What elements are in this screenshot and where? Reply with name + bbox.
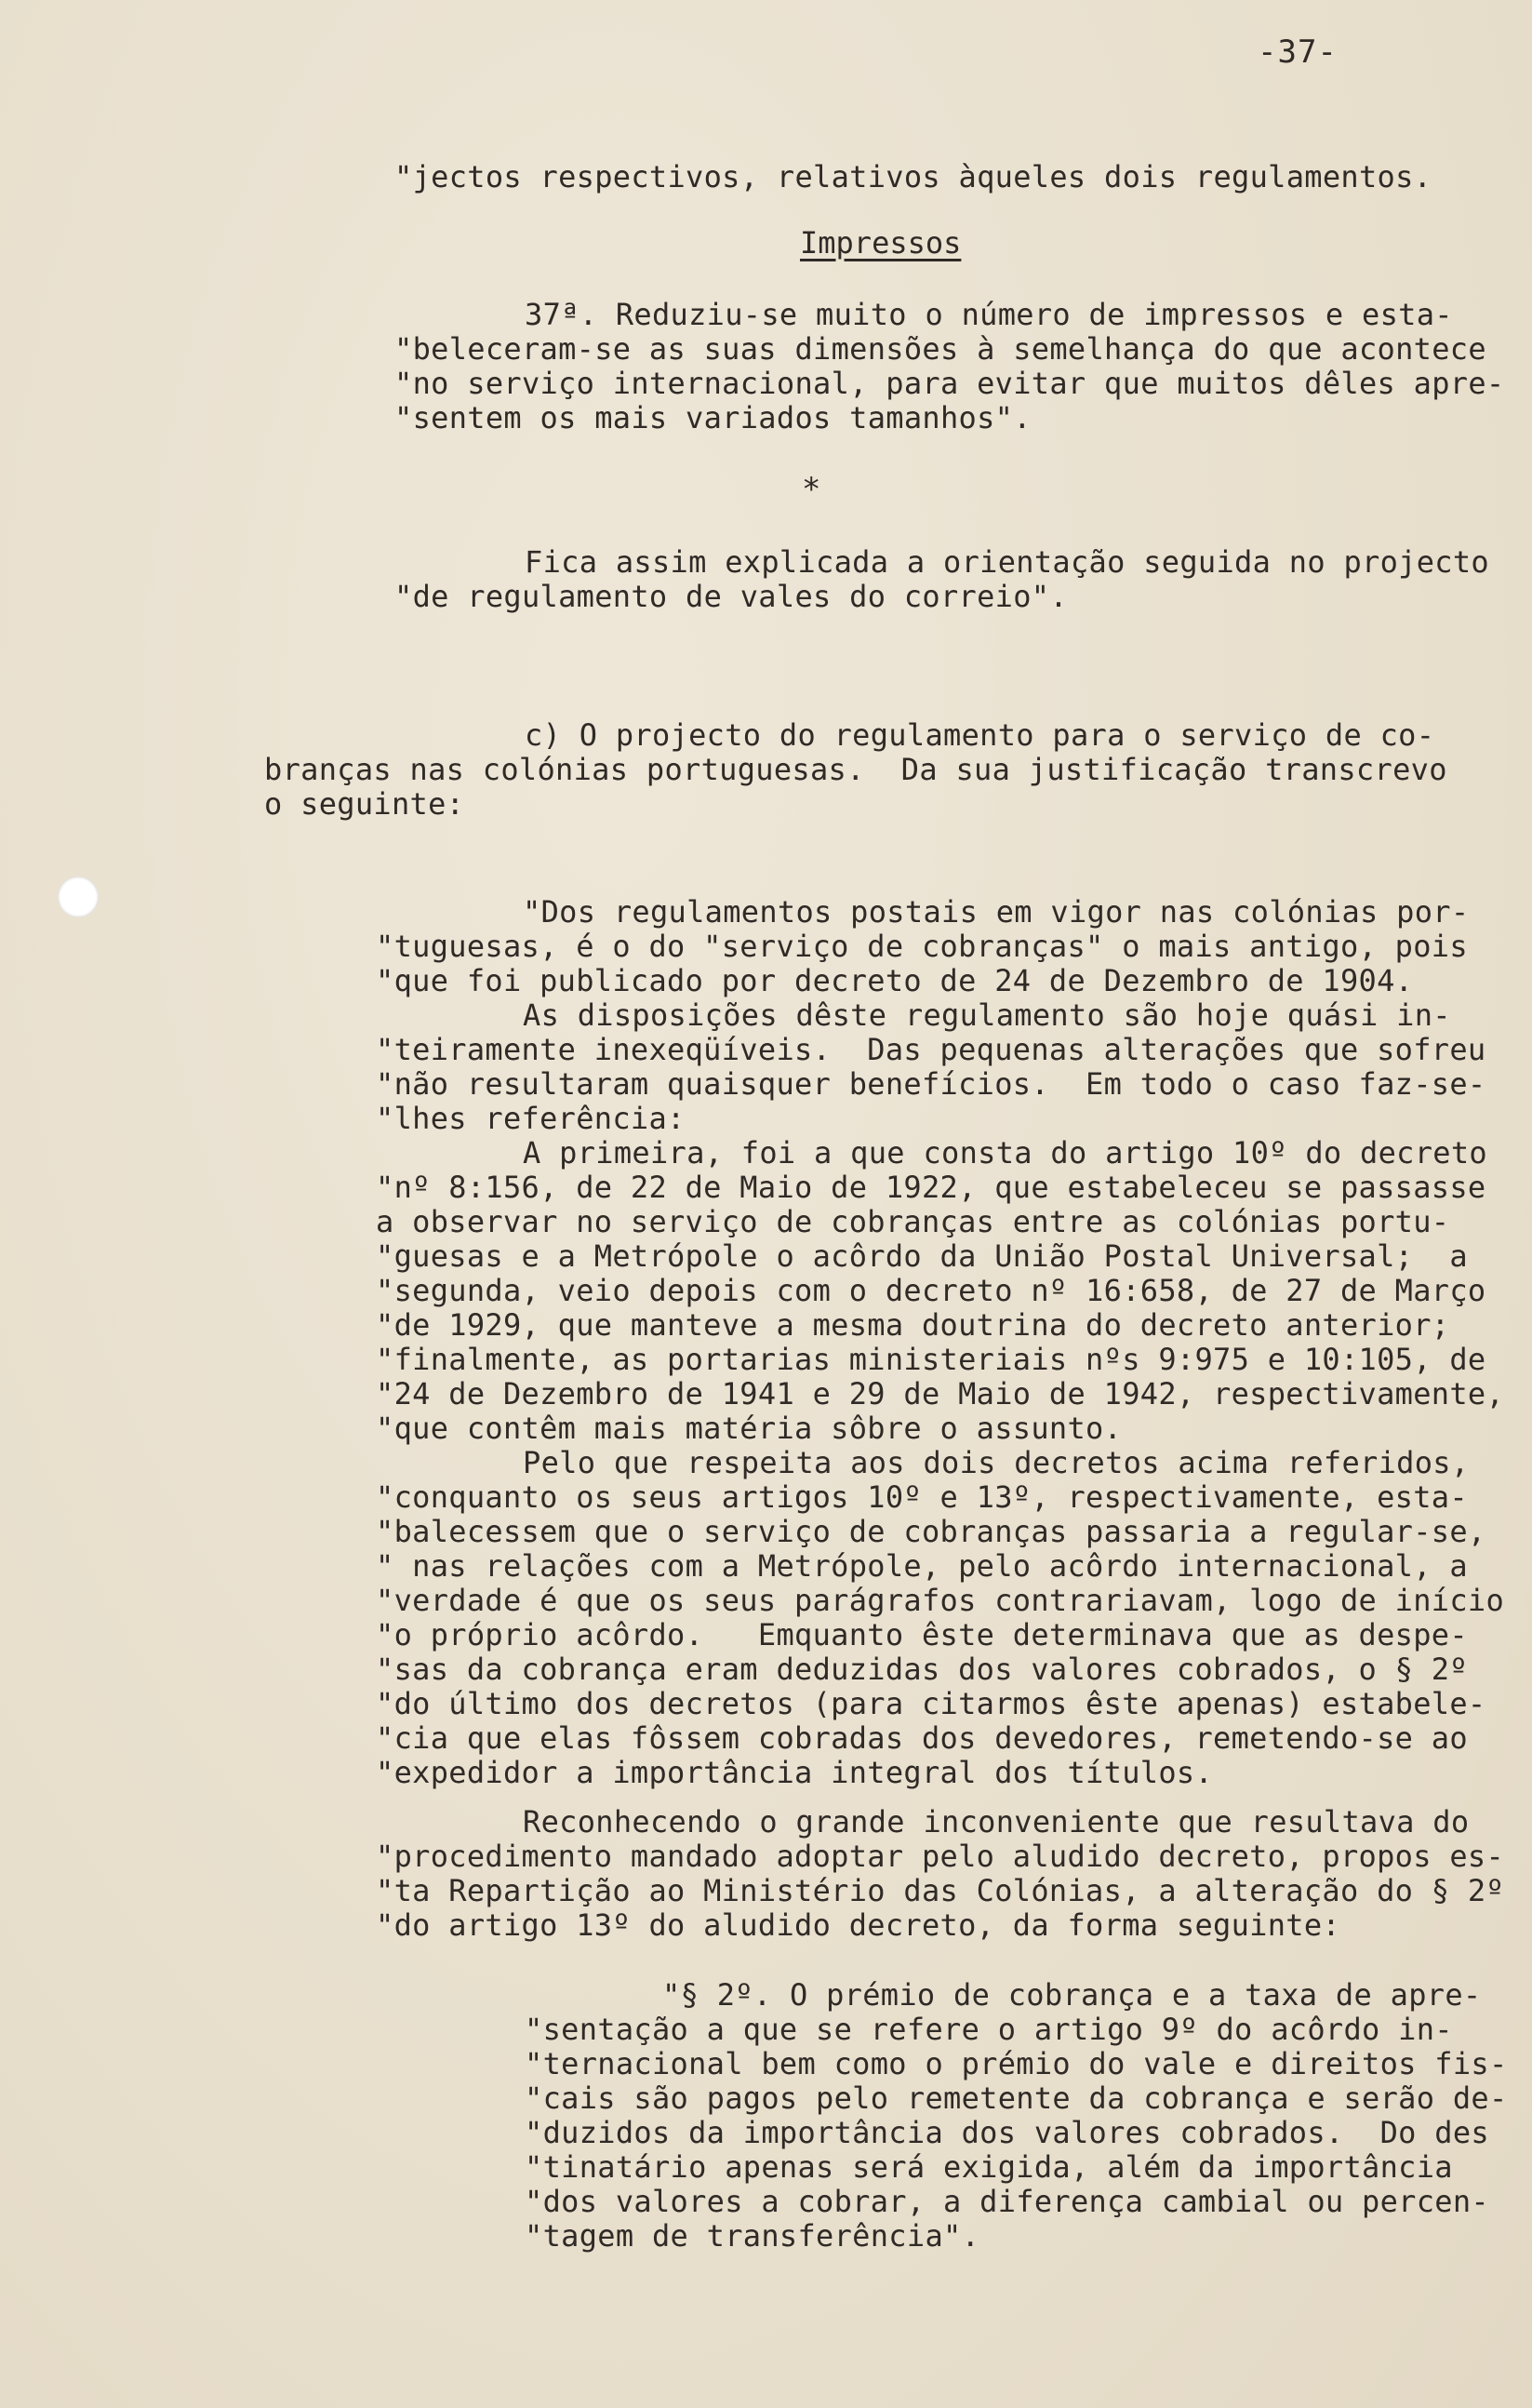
text-line: c) O projecto do regulamento para o serviço de co- (525, 717, 1435, 753)
quote-line: "procedimento mandado adoptar pelo aludido decreto, propos es- (376, 1839, 1505, 1874)
text-line: branças nas colónias portuguesas. Da sua justificação transcrevo (264, 752, 1447, 787)
quote-line: "24 de Dezembro de 1941 e 29 de Maio de 1942, respectivamente, (376, 1376, 1505, 1411)
quote-line: "guesas e a Metrópole o acôrdo da União Postal Universal; a (376, 1238, 1468, 1274)
inner-quote-line: "ternacional bem como o prémio do vale e direitos fis- (525, 2046, 1508, 2081)
quote-line: "do artigo 13º do aludido decreto, da forma seguinte: (376, 1907, 1340, 1943)
inner-quote-line: "cais são pagos pelo remetente da cobrança e serão de- (525, 2080, 1508, 2116)
quote-line: "tuguesas, é o do "serviço de cobranças" o mais antigo, pois (376, 929, 1468, 964)
quote-line: "conquanto os seus artigos 10º e 13º, respectivamente, esta- (376, 1479, 1468, 1515)
quote-line: "que contêm mais matéria sôbre o assunto. (376, 1411, 1123, 1446)
quote-line: "do último dos decretos (para citarmos êste apenas) estabele- (376, 1686, 1486, 1721)
quote-line: a observar no serviço de cobranças entre as colónias portu- (376, 1204, 1450, 1239)
quote-line: "expedidor a importância integral dos títulos. (376, 1755, 1214, 1790)
text-line: "no serviço internacional, para evitar que muitos dêles apre- (394, 366, 1505, 401)
inner-quote-line: "tinatário apenas será exigida, além da importância (525, 2149, 1453, 2185)
binder-hole (58, 876, 99, 917)
inner-quote-line: "§ 2º. O prémio de cobrança e a taxa de apre- (662, 1977, 1482, 2013)
page-number: -37- (1258, 33, 1338, 71)
quote-line: "balecessem que o serviço de cobranças passaria a regular-se, (376, 1514, 1486, 1549)
text-line: "jectos respectivos, relativos àqueles dois regulamentos. (394, 159, 1432, 194)
inner-quote-line: "tagem de transferência". (525, 2218, 980, 2254)
quote-line: "Dos regulamentos postais em vigor nas colónias por- (523, 894, 1470, 930)
text-line: o seguinte: (264, 786, 465, 822)
quote-line: "segunda, veio depois com o decreto nº 16:658, de 27 de Março (376, 1273, 1486, 1308)
text-line: "beleceram-se as suas dimensões à semelhança do que acontece (394, 331, 1486, 367)
quote-line: "verdade é que os seus parágrafos contrariavam, logo de início (376, 1583, 1505, 1618)
inner-quote-line: "dos valores a cobrar, a diferença cambial ou percen- (525, 2184, 1489, 2219)
section-heading: Impressos (800, 225, 962, 261)
quote-line: "finalmente, as portarias ministeriais nºs 9:975 e 10:105, de (376, 1342, 1486, 1377)
quote-line: A primeira, foi a que consta do artigo 10º do decreto (523, 1135, 1487, 1171)
text-line: "de regulamento de vales do correio". (394, 579, 1068, 614)
quote-line: "que foi publicado por decreto de 24 de Dezembro de 1904. (376, 963, 1414, 998)
quote-line: "lhes referência: (376, 1101, 686, 1136)
quote-line: "cia que elas fôssem cobradas dos devedores, remetendo-se ao (376, 1720, 1468, 1756)
quote-line: Pelo que respeita aos dois decretos acima referidos, (523, 1445, 1470, 1480)
quote-line: "nº 8:156, de 22 de Maio de 1922, que estabeleceu se passasse (376, 1170, 1486, 1205)
quote-line: "não resultaram quaisquer benefícios. Em todo o caso faz-se- (376, 1066, 1486, 1102)
separator-asterisk: * (802, 471, 821, 508)
inner-quote-line: "duzidos da importância dos valores cobrados. Do des (525, 2115, 1489, 2150)
quote-line: "sas da cobrança eram deduzidas dos valores cobrados, o § 2º (376, 1652, 1468, 1687)
quote-line: " nas relações com a Metrópole, pelo acôrdo internacional, a (376, 1548, 1468, 1584)
quote-line: Reconhecendo o grande inconveniente que resultava do (523, 1804, 1470, 1839)
quote-line: As disposições dêste regulamento são hoje quási in- (523, 997, 1451, 1033)
quote-line: "teiramente inexeqüíveis. Das pequenas alterações que sofreu (376, 1032, 1486, 1067)
text-line: "sentem os mais variados tamanhos". (394, 400, 1032, 435)
quote-line: "ta Repartição ao Ministério das Colónias, a alteração do § 2º (376, 1873, 1505, 1908)
quote-line: "de 1929, que manteve a mesma doutrina do decreto anterior; (376, 1307, 1450, 1343)
text-line: Fica assim explicada a orientação seguida no projecto (525, 544, 1489, 580)
inner-quote-line: "sentação a que se refere o artigo 9º do acôrdo in- (525, 2012, 1453, 2047)
quote-line: "o próprio acôrdo. Emquanto êste determinava que as despe- (376, 1617, 1468, 1652)
text-line: 37ª. Reduziu-se muito o número de impressos e esta- (525, 297, 1453, 332)
